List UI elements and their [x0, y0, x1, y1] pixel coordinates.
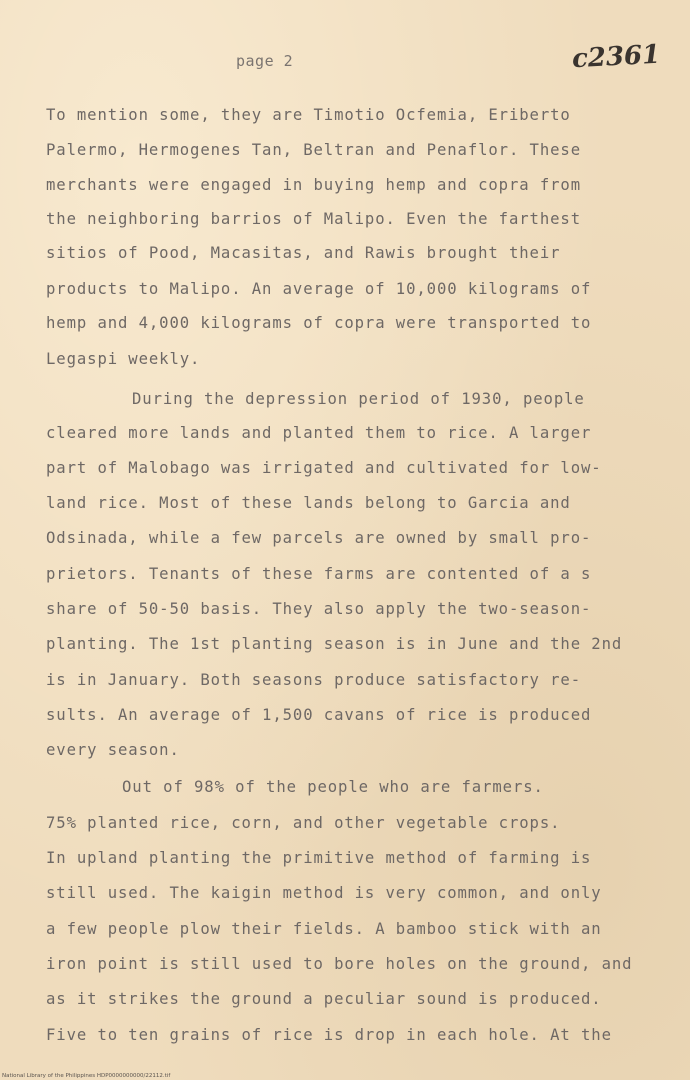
text-line: cleared more lands and planted them to rice. A larger: [46, 424, 592, 442]
text-line: To mention some, they are Timotio Ocfemia, Eriberto: [46, 106, 571, 124]
text-line: every season.: [46, 741, 180, 759]
text-line: products to Malipo. An average of 10,000 kilograms of: [46, 280, 592, 298]
text-line: land rice. Most of these lands belong to Garcia and: [46, 494, 571, 512]
text-line: still used. The kaigin method is very common, and only: [46, 884, 602, 902]
text-line: as it strikes the ground a peculiar sound is produced.: [46, 990, 602, 1008]
page-number-label: page 2: [236, 52, 294, 70]
text-line: the neighboring barrios of Malipo. Even the farthest: [46, 210, 581, 228]
text-line: prietors. Tenants of these farms are contented of a s: [46, 565, 592, 583]
text-line: share of 50-50 basis. They also apply the two-season-: [46, 600, 592, 618]
text-line: Out of 98% of the people who are farmers.: [122, 778, 544, 796]
text-line: merchants were engaged in buying hemp and copra from: [46, 176, 581, 194]
text-line: part of Malobago was irrigated and cultivated for low-: [46, 459, 602, 477]
text-line: In upland planting the primitive method of farming is: [46, 849, 592, 867]
text-line: hemp and 4,000 kilograms of copra were transported to: [46, 314, 592, 332]
archive-footer-credit: National Library of the Philippines HDP0000000000/22112.tif: [2, 1073, 171, 1079]
text-line: is in January. Both seasons produce satisfactory re-: [46, 671, 581, 689]
handwritten-reference-number: c2361: [571, 39, 661, 75]
text-line: Five to ten grains of rice is drop in each hole. At the: [46, 1026, 612, 1044]
text-line: Odsinada, while a few parcels are owned by small pro-: [46, 529, 592, 547]
text-line: sults. An average of 1,500 cavans of rice is produced: [46, 706, 592, 724]
text-line: iron point is still used to bore holes on the ground, and: [46, 955, 633, 973]
text-line: 75% planted rice, corn, and other vegetable crops.: [46, 814, 561, 832]
text-line: Palermo, Hermogenes Tan, Beltran and Penaflor. These: [46, 141, 581, 159]
text-line: a few people plow their fields. A bamboo stick with an: [46, 920, 602, 938]
text-line: Legaspi weekly.: [46, 350, 201, 368]
text-line: planting. The 1st planting season is in June and the 2nd: [46, 635, 623, 653]
text-line: sitios of Pood, Macasitas, and Rawis brought their: [46, 244, 561, 262]
text-line: During the depression period of 1930, people: [132, 390, 585, 408]
